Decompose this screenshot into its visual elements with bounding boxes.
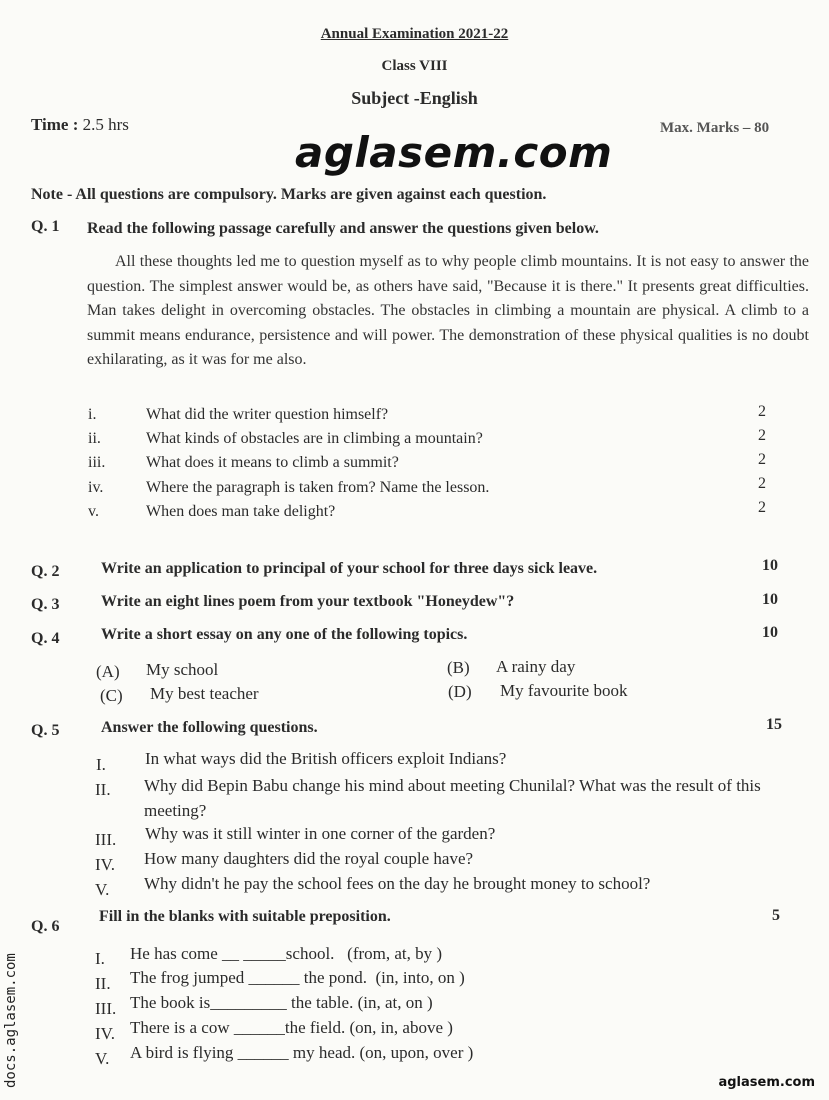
aglasem-logo: aglasem.com: [295, 128, 613, 177]
q1-item-num: iv.: [88, 479, 104, 496]
q6-item-num: IV.: [95, 1024, 115, 1043]
class-label: Class VIII: [381, 58, 448, 74]
q3-marks: 10: [762, 591, 778, 608]
max-marks: Max. Marks – 80: [660, 120, 770, 136]
q1-item-num: i.: [88, 406, 97, 423]
q5-number: Q. 5: [31, 722, 60, 739]
q1-item-num: iii.: [88, 454, 106, 471]
q5-item-num: III.: [95, 830, 117, 849]
q6-text: Fill in the blanks with suitable preposition.: [99, 908, 391, 925]
q6-item-text: The book is_________ the table. (in, at, on ): [130, 993, 433, 1012]
q1-item-marks: 2: [758, 451, 766, 468]
q1-passage: All these thoughts led me to question myself as to why people climb mountains. It is not easy to answer the question. The simplest answer would be, as others have said, "Because it is there." It presents great difficulties. Man takes delight in overcoming obstacles. The obstacles in climbing a mountain are physical. A climb to a summit means endurance, persistence and will power. The demonstration of these physical qualities is no doubt exhilarating, as it was for me also.: [87, 253, 809, 368]
q4-option-label: (A): [96, 662, 120, 681]
q6-item-text: There is a cow ______the field. (on, in, above ): [130, 1018, 453, 1037]
q4-option-text: A rainy day: [496, 657, 576, 676]
q4-number: Q. 4: [31, 630, 60, 647]
exam-title: Annual Examination 2021-22: [320, 26, 509, 42]
q1-item-text: What kinds of obstacles are in climbing a mountain?: [146, 430, 483, 447]
q1-text: Read the following passage carefully and answer the questions given below.: [87, 220, 599, 237]
q6-item-num: III.: [95, 999, 117, 1018]
q4-option-label: (C): [100, 686, 123, 705]
q6-item-text: A bird is flying ______ my head. (on, upon, over ): [130, 1043, 474, 1062]
q5-item-text: How many daughters did the royal couple have?: [144, 849, 474, 868]
q6-number: Q. 6: [31, 918, 60, 935]
q4-marks: 10: [762, 624, 778, 641]
q1-item-text: What does it means to climb a summit?: [146, 454, 399, 471]
q5-item-num: I.: [96, 755, 106, 774]
subject-label: Subject -English: [351, 88, 478, 108]
q1-item-num: v.: [88, 503, 99, 520]
q5-item-num: IV.: [95, 855, 115, 874]
q4-text: Write a short essay on any one of the following topics.: [101, 626, 468, 643]
q4-option-label: (B): [447, 658, 470, 677]
q5-item-text: Why was it still winter in one corner of the garden?: [145, 824, 496, 843]
q6-item-text: He has come __ _____school. (from, at, by ): [130, 944, 443, 963]
q5-item-text: In what ways did the British officers exploit Indians?: [145, 749, 507, 768]
q6-marks: 5: [772, 907, 780, 924]
q1-item-marks: 2: [758, 403, 766, 420]
q6-item-text: The frog jumped ______ the pond. (in, into, on ): [130, 968, 465, 987]
q3-text: Write an eight lines poem from your textbook "Honeydew"?: [101, 593, 515, 610]
time-info: Time : 2.5 hrs: [31, 115, 129, 134]
q4-option-text: My school: [146, 660, 219, 679]
q2-text: Write an application to principal of your school for three days sick leave.: [101, 560, 598, 577]
q6-item-num: V.: [95, 1049, 110, 1068]
q1-item-marks: 2: [758, 475, 766, 492]
q6-item-num: I.: [95, 949, 105, 968]
q1-item-text: Where the paragraph is taken from? Name the lesson.: [146, 479, 490, 496]
q5-item-text: Why did Bepin Babu change his mind about meeting Chunilal? What was the result of this meeting?: [144, 776, 761, 820]
footer-watermark: aglasem.com: [718, 1075, 815, 1090]
q4-option-text: My favourite book: [500, 681, 628, 700]
q5-item-num: V.: [95, 880, 110, 899]
q5-text: Answer the following questions.: [101, 719, 318, 736]
q1-item-text: What did the writer question himself?: [146, 406, 389, 423]
q3-number: Q. 3: [31, 596, 60, 613]
q2-number: Q. 2: [31, 563, 60, 580]
q1-item-marks: 2: [758, 427, 766, 444]
q1-item-num: ii.: [88, 430, 101, 447]
q4-option-text: My best teacher: [150, 684, 259, 703]
q5-item-num: II.: [95, 780, 111, 799]
q6-item-num: II.: [95, 974, 111, 993]
q2-marks: 10: [762, 557, 778, 574]
q4-option-label: (D): [448, 682, 472, 701]
side-watermark: docs.aglasem.com: [3, 953, 19, 1088]
q5-marks: 15: [766, 716, 782, 733]
q1-item-text: When does man take delight?: [146, 503, 336, 520]
q1-number: Q. 1: [31, 218, 60, 235]
q5-item-text: Why didn't he pay the school fees on the day he brought money to school?: [144, 874, 651, 893]
q1-item-marks: 2: [758, 499, 766, 516]
note: Note - All questions are compulsory. Marks are given against each question.: [31, 186, 547, 203]
